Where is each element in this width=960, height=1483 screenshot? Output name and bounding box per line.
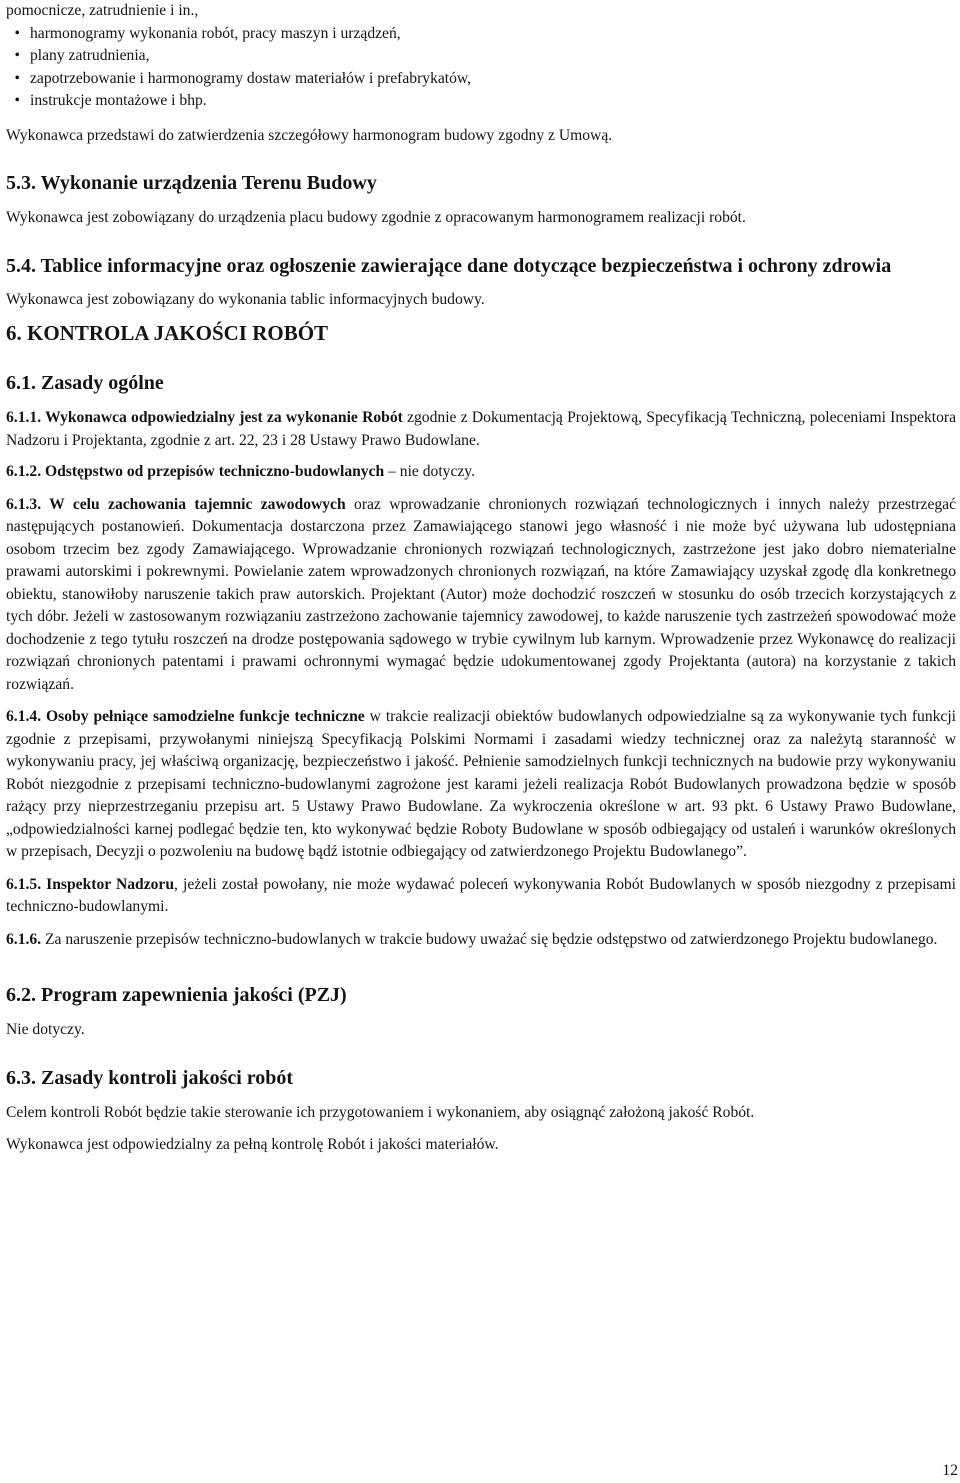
paragraph-5-3: Wykonawca jest zobowiązany do urządzenia placu budowy zgodnie z opracowanym harmonogramem realizacji robót. <box>6 209 746 226</box>
paragraph-6-1-1 <box>6 407 956 452</box>
section-text: Za naruszenie przepisów techniczno-budowlanych w trakcie budowy uważać się będzie odstępstwo od zatwierdzonego Projektu budowlanego. <box>41 930 938 948</box>
section-text: – nie dotyczy. <box>384 463 475 480</box>
list-item: • harmonogramy wykonania robót, pracy maszyn i urządzeń, <box>6 23 956 46</box>
paragraph-5-4: Wykonawca jest zobowiązany do wykonania tablic informacyjnych budowy. <box>6 290 485 308</box>
paragraph-6-1-4 <box>6 706 956 864</box>
section-lead: 6.1.2. Odstępstwo od przepisów techniczno-budowlanych <box>6 463 385 480</box>
list-item: • instrukcje montażowe i bhp. <box>6 90 956 113</box>
paragraph-6-1-2 <box>6 461 956 484</box>
paragraph-6-1-3 <box>6 494 956 697</box>
section-lead: 6.1.1. Wykonawca odpowiedzialny jest za wykonanie Robót <box>6 409 403 426</box>
section-lead: 6.1.6. <box>6 930 42 948</box>
section-text: , jeżeli został powołany, nie może wydawać poleceń wykonywania Robót Budowlanych w sposób niezgodny z przepisami techniczno-budowlanymi. <box>6 875 956 915</box>
paragraph-6-3-b: Wykonawca jest odpowiedzialny za pełną kontrolę Robót i jakości materiałów. <box>6 1136 499 1153</box>
heading-6-1: 6.1. Zasady ogólne <box>6 372 164 394</box>
list-item: • zapotrzebowanie i harmonogramy dostaw materiałów i prefabrykatów, <box>6 68 956 91</box>
heading-5-3: 5.3. Wykonanie urządzenia Terenu Budowy <box>6 172 377 194</box>
paragraph-6-1-5 <box>6 874 956 919</box>
bullet-list <box>6 23 956 113</box>
heading-5-4: 5.4. Tablice informacyjne oraz ogłoszenie zawierające dane dotyczące bezpieczeństwa i ochrony zdrowia <box>6 254 892 277</box>
document-page <box>6 0 956 1157</box>
heading-6: 6. KONTROLA JAKOŚCI ROBÓT <box>6 321 329 345</box>
section-lead: 6.1.5. Inspektor Nadzoru <box>6 875 175 893</box>
heading-6-2: 6.2. Program zapewnienia jakości (PZJ) <box>6 984 347 1006</box>
paragraph-6-3-a: Celem kontroli Robót będzie takie sterowanie ich przygotowaniem i wykonaniem, aby osiągnąć założoną jakość Robót. <box>6 1103 755 1121</box>
paragraph-harmonogram: Wykonawca przedstawi do zatwierdzenia szczegółowy harmonogram budowy zgodny z Umową. <box>6 126 613 144</box>
section-text: oraz wprowadzanie chronionych rozwiązań technologicznych i innych należy przestrzegać następujących postanowień. Dokumentacja dostarczona przez Zamawiającego stanowi jego własność i nie może być używana lub udostępniana osobom trzecim bez zgody Zamawiającego. Wprowadzanie chronionych rozwiązań technologicznych, zastrzeżone jest jako dobro niematerialne prawami autorskimi i pokrewnymi. Powielanie zatem wprowadzonych chronionych rozwiązań, na które Zamawiający uzyskał zgodę dla konkretnego obiektu, stanowiłoby naruszenie takich praw autorskich. Projektant (Autor) może dochodzić roszczeń w stosunku do osób trzecich korzystających z tych dóbr. Jeżeli w zastosowanym rozwiązaniu zastrzeżono zachowanie tajemnicy zawodowej, to każde naruszenie tych zastrzeżeń spowodować może dochodzenie z tego tytułu roszczeń na drodze postępowania sądowego w trybie cywilnym lub karnym. Wprowadzenie przez Wykonawcę do realizacji rozwiązań chronionych patentami i prawami ochronnymi wymagać będzie udokumentowanej zgody Projektanta (autora) na korzystanie z takich rozwiązań. <box>6 495 957 693</box>
section-text: zgodnie z Dokumentacją Projektową, Specyfikacją Techniczną, poleceniami Inspektora Nadzoru i Projektanta, zgodnie z art. 22, 23 i 28 Ustawy Prawo Budowlane. <box>6 409 956 449</box>
heading-6-3: 6.3. Zasady kontroli jakości robót <box>6 1066 294 1089</box>
paragraph-6-1-6 <box>6 929 956 952</box>
section-text: w trakcie realizacji obiektów budowlanych odpowiedzialne są za wykonywanie tych funkcji zgodnie z przepisami, przywołanymi niniejszą Specyfikacją Polskimi Normami i zasadami wiedzy technicznej oraz za należytą starannośċ w wykonywaniu pracy, jej właściwą organizację, bezpieczeństwo i jakość. Pełnienie samodzielnych funkcji technicznych na budowie przy wykonywaniu Robót niezgodnie z przepisami techniczno-budowlanymi zagrożone jest karami jeżeli realizacja Robót Budowlanych prowadzona będzie w sposób rażący przy nieprzestrzeganiu przepisu art. 5 Ustawy Prawo Budowlane. Za wykroczenia określone w art. 93 pkt. 6 Ustawy Prawo Budowlane, „odpowiedzialności karnej podlegać będzie ten, kto wykonywać będzie Roboty Budowlane w sposób odbiegający od ustaleń i warunków określonych w przepisach, Decyzji o pozwoleniu na budowę bądź istotnie odbiegający od zatwierdzonego Projektu Budowlanego”. <box>6 708 957 860</box>
paragraph-continuation: pomocnicze, zatrudnienie i in., <box>6 2 199 19</box>
paragraph-6-2: Nie dotyczy. <box>6 1021 85 1038</box>
page-number: 12 <box>942 1462 958 1479</box>
list-item: • plany zatrudnienia, <box>6 45 956 68</box>
section-lead: 6.1.3. W celu zachowania tajemnic zawodowych <box>6 495 346 513</box>
section-lead: 6.1.4. Osoby pełniące samodzielne funkcje techniczne <box>6 708 365 725</box>
